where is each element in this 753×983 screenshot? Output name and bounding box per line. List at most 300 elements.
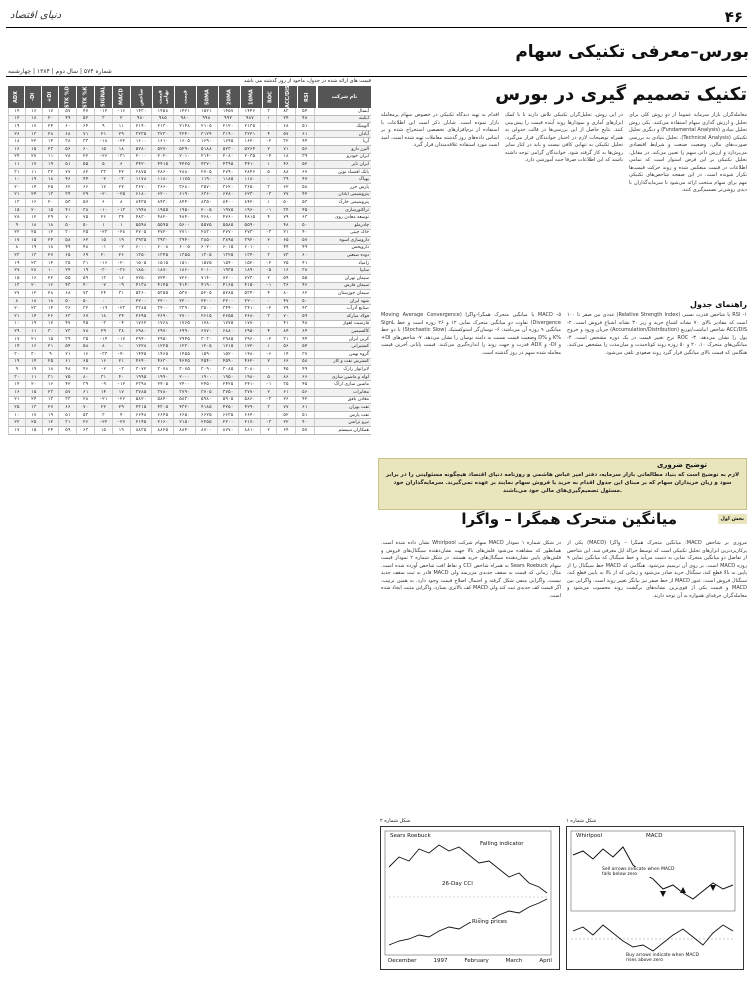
table-cell: ۱۵ (94, 146, 112, 153)
table-cell: ۱۴۳۰ (130, 108, 152, 115)
table-cell: ۸۷۷۰ (217, 427, 239, 434)
table-cell: ۴۱۴۰ (173, 283, 195, 290)
figure1-sell-arrow (680, 887, 686, 893)
table-cell: ۱ (260, 343, 276, 350)
figure2-x-tick: March (505, 958, 523, 964)
table-cell: ۵۷ (76, 199, 94, 206)
table-cell: ۲۰ (94, 252, 112, 259)
table-cell: ۲۰۱۰ (195, 267, 217, 274)
table-cell: ۲۷ (42, 252, 59, 259)
table-cell: ۲۵ (42, 359, 59, 366)
table-cell: ۱۰ (8, 412, 25, 419)
page-number: ۴۶ (724, 8, 743, 26)
table-cell: ۱۶۹۰ (195, 138, 217, 145)
table-cell: ۱۰ (42, 267, 59, 274)
table-cell: ۱۹ (76, 267, 94, 274)
table-column-header: -DI (25, 86, 42, 108)
company-name-cell: توسعه معادن روی (314, 214, 371, 221)
table-cell: ۶۷ (295, 169, 314, 176)
table-column-header: ADX (8, 86, 25, 108)
company-name-cell: ایران تایر (314, 161, 371, 168)
table-cell: ۱۹ (25, 176, 42, 183)
table-cell: ۱۸ (25, 298, 42, 305)
table-cell: ۴۱۵۰ (238, 283, 260, 290)
guide-title: راهنمای جدول (690, 300, 747, 309)
table-cell: ۸ (112, 199, 130, 206)
table-cell: ۲۳ (42, 389, 59, 396)
table-cell: ۴۴۱۰ (238, 161, 260, 168)
table-cell: ۱۵ (42, 336, 59, 343)
company-name-cell: فارسیت اهواز (314, 321, 371, 328)
table-cell: ۶۵ (76, 359, 94, 366)
table-cell: ۸۴۳۵ (130, 199, 152, 206)
table-cell: ۴۱۹۰ (195, 283, 217, 290)
table-cell: ۱۱۸۵ (217, 176, 239, 183)
table-cell: ۱۱ (25, 374, 42, 381)
table-cell: ۲۲ (8, 419, 25, 426)
table-cell: ۱۷ (42, 108, 59, 115)
table-cell: ۲۹۴۵ (173, 336, 195, 343)
table-cell: ۶۹۸۰ (130, 328, 152, 335)
table-cell: ۳۴۴۰ (217, 305, 239, 312)
table-cell: ۱۶ (94, 359, 112, 366)
table-cell: ۵۷ (295, 237, 314, 244)
table-cell: ۳۴۰۰ (151, 305, 173, 312)
table-column-header: SIGNAL (95, 86, 113, 108)
table-cell: ۲۵ (25, 419, 42, 426)
table-row (8, 199, 371, 207)
table-cell: ۸۴ (276, 328, 295, 335)
table-cell: ۲۱۵۰ (173, 419, 195, 426)
table-cell: ۵۴ (295, 108, 314, 115)
table-cell: ۲۸ (42, 290, 59, 297)
company-name-cell: سیمان تهران (314, 275, 371, 282)
table-cell: -۲۳ (112, 305, 130, 312)
table-cell: ۲۷ (8, 267, 25, 274)
part-badge: بخش اول (718, 514, 747, 524)
table-cell: ۴۸۱۵ (238, 214, 260, 221)
table-body (8, 108, 371, 435)
table-cell: ۳۱ (58, 419, 76, 426)
table-cell: ۳ (260, 184, 276, 191)
table-cell: ۵۱ (58, 161, 76, 168)
table-cell: ۴۸ (276, 222, 295, 229)
company-name-cell: پتروشیمی آبادان (314, 192, 371, 199)
table-cell: ۵۳۶۰ (130, 290, 152, 297)
table-cell: ۳۳ (58, 397, 76, 404)
table-cell: ۲۶ (42, 313, 59, 320)
table-cell: ۶۶ (295, 374, 314, 381)
table-cell: ۱۴۵۵ (173, 351, 195, 358)
table-cell: ۱۷ (25, 161, 42, 168)
table-cell: ۵۵۹۰ (238, 222, 260, 229)
technical-indicators-table (8, 78, 371, 976)
table-cell: ۴۱۳۸ (130, 283, 152, 290)
table-cell: ۴۵ (295, 207, 314, 214)
table-cell: ۲۸۷۵ (130, 169, 152, 176)
table-row (8, 237, 371, 245)
table-cell: -۳ (94, 321, 112, 328)
table-cell: ۱۵ (94, 237, 112, 244)
table-cell: ۴۶۸۰ (195, 214, 217, 221)
table-cell: ۱۳۰۵ (195, 252, 217, 259)
table-cell: ۵۱ (58, 412, 76, 419)
table-cell: ۲ (260, 146, 276, 153)
table-cell: -۲۳ (94, 230, 112, 237)
table-cell: ۳۲۳۵ (130, 131, 152, 138)
table-cell: ۱۶۰۰ (130, 138, 152, 145)
table-cell: ۴۸ (295, 321, 314, 328)
table-cell: ۲۰۲۰ (151, 154, 173, 161)
company-name-cell: نیرو ترانس (314, 419, 371, 426)
table-cell: -۱۲ (112, 381, 130, 388)
header-divider (6, 76, 747, 77)
table-cell: ۶۲ (76, 237, 94, 244)
table-cell: ۲۷۰۵ (130, 230, 152, 237)
table-cell: ۴۰ (112, 374, 130, 381)
table-cell: ۴۶۳۰ (151, 359, 173, 366)
table-cell: ۱ (260, 161, 276, 168)
table-cell: ۸۸۳۵ (130, 427, 152, 434)
table-cell: ۵۲ (276, 412, 295, 419)
table-cell: ۵ (94, 161, 112, 168)
table-cell: ۲۳۹۸ (130, 381, 152, 388)
article1-col2: در این روش، تحلیل‌گران تکنیکی تلاش دارند تا با کمک ابزارهای آماری و نمودارها روند آینده قیمت را پیش‌بینی کنند. نتایج حاصل از این بررسی‌ها در قالب جدولی به همراه توضیحات لازم در اختیار خوانندگان قرار می‌گیرد. تحلیل تکنیکی به تنهایی کافی نیست و باید در کنار سایر روش‌ها به کار گرفته شود. خوانندگان گرامی توجه داشته باشند که این اطلاعات صرفا جنبه آموزشی دارد. (505, 112, 623, 163)
table-cell: ۳۱ (76, 260, 94, 267)
table-cell: ۷۱ (276, 146, 295, 153)
table-cell: ۲۴ (8, 154, 25, 161)
table-cell: ۱۷۶۸ (151, 321, 173, 328)
table-cell: ۱۴ (42, 138, 59, 145)
table-cell: ۸۶ (276, 374, 295, 381)
table-cell: ۳۰۸۵ (217, 366, 239, 373)
company-name-cell: آبادان (314, 131, 371, 138)
table-cell: ۲۱ (42, 343, 59, 350)
table-column-header: STK %D (59, 86, 77, 108)
table-cell: ۹۹۲ (217, 116, 239, 123)
table-cell: -۹ (112, 283, 130, 290)
table-cell: ۲۷ (25, 154, 42, 161)
table-cell: ۳۷۰۵ (195, 389, 217, 396)
table-cell: ۴۵ (276, 366, 295, 373)
table-cell: ۱۲۲۰ (238, 343, 260, 350)
table-cell: ۳۳۹۰ (173, 305, 195, 312)
table-cell: ۱۸ (42, 176, 59, 183)
table-cell: ۲۴۰۵ (151, 381, 173, 388)
table-cell: ۲۹۸۵ (217, 336, 239, 343)
table-cell: ۳۰ (8, 374, 25, 381)
table-cell: -۱ (260, 381, 276, 388)
table-cell: ۴۴ (276, 245, 295, 252)
table-cell: ۴۴۱۵ (151, 161, 173, 168)
table-cell: ۶۶ (58, 404, 76, 411)
table-cell: ۲۱ (25, 336, 42, 343)
table-cell: ۱۱ (25, 328, 42, 335)
table-row (8, 138, 371, 146)
table-cell: ۵۳۵۵ (151, 290, 173, 297)
table-cell: ۵۲۸۵ (217, 290, 239, 297)
table-cell: ۶۳ (76, 427, 94, 434)
table-cell: ۷۰ (58, 214, 76, 221)
figure2-x-tick: February (464, 958, 489, 964)
table-cell: ۲۹ (276, 305, 295, 312)
table-cell: ۱۲ (8, 116, 25, 123)
table-cell: ۴ (260, 214, 276, 221)
table-cell: -۲۶ (94, 154, 112, 161)
figure2-chart (380, 826, 560, 970)
figure1-macd-line (573, 925, 733, 951)
table-cell: ۱۶ (76, 351, 94, 358)
table-cell: ۱۴ (276, 351, 295, 358)
figure2-x-tick: 1997 (433, 958, 448, 964)
table-cell: ۳۸۹۵ (217, 237, 239, 244)
table-cell: -۱۶ (94, 260, 112, 267)
table-cell: ۲۱ (8, 397, 25, 404)
table-cell: -۴۰ (112, 351, 130, 358)
table-cell: ۶۰۲۰ (195, 245, 217, 252)
table-cell: ۳ (94, 116, 112, 123)
figure2-rising-label: Rising prices (472, 919, 508, 925)
table-cell: ۵۲۰۵ (195, 290, 217, 297)
table-cell: ۶۰۱۵ (217, 245, 239, 252)
table-cell: ۳۹۲۰ (238, 237, 260, 244)
table-cell: ۱۹ (8, 260, 25, 267)
table-cell: -۱ (260, 283, 276, 290)
table-cell: ۴۶ (276, 161, 295, 168)
table-cell: -۳۳ (94, 351, 112, 358)
table-cell: ۵۰ (295, 222, 314, 229)
table-cell: ۰ (260, 123, 276, 130)
table-cell: ۱۷ (94, 184, 112, 191)
table-row (8, 328, 371, 336)
table-cell: ۸۳۵۰ (195, 199, 217, 206)
table-cell: ۱۳ (8, 199, 25, 206)
table-cell: ۲۶۹۵ (130, 313, 152, 320)
table-cell: ۲۲۰۰ (217, 298, 239, 305)
company-name-cell: صنایع آذرآب (314, 305, 371, 312)
table-cell: ۱۳۴۵ (151, 252, 173, 259)
table-cell: ۴ (260, 131, 276, 138)
table-column-header: قیمت نهایی (153, 86, 175, 108)
table-row (8, 404, 371, 412)
table-cell: ۴۰ (295, 230, 314, 237)
table-cell: ۴۸ (76, 245, 94, 252)
table-cell: ۴۳ (295, 305, 314, 312)
table-column-header: قیمت (175, 86, 197, 108)
article1-title: تکنیک تصمیم گیری در بورس (495, 84, 747, 105)
table-cell: ۱۳۵۵ (173, 252, 195, 259)
table-cell: ۵۸۴۰ (151, 397, 173, 404)
table-cell: ۴۵ (76, 321, 94, 328)
table-column-header: 10MA (241, 86, 263, 108)
table-cell: ۳۹۳۵ (130, 237, 152, 244)
table-cell: ۵۷ (295, 427, 314, 434)
table-cell: -۳ (112, 366, 130, 373)
table-cell: ۲۸ (58, 154, 76, 161)
table-cell: ۶۶۴۵ (151, 412, 173, 419)
table-cell: ۱۱۸۰ (238, 176, 260, 183)
table-cell: ۲۰۰۵ (195, 207, 217, 214)
table-cell: ۳۲ (276, 138, 295, 145)
table-cell: ۵۰ (76, 298, 94, 305)
table-cell: ۱۱۹۰ (195, 176, 217, 183)
table-cell: ۲۱۳۰ (151, 123, 173, 130)
table-cell: ۱۸ (8, 138, 25, 145)
table-cell: ۸۸۲۵ (151, 427, 173, 434)
table-cell: ۲۴۰۰ (173, 381, 195, 388)
table-cell: ۲۶۹۰ (151, 313, 173, 320)
table-cell: ۱۷۷۵ (217, 321, 239, 328)
table-cell: ۵۵۹۸ (130, 222, 152, 229)
table-cell: ۵۹ (295, 313, 314, 320)
table-header (8, 86, 371, 108)
table-cell: ۱۹۵۰ (173, 207, 195, 214)
table-cell: ۶۱۸۰ (130, 192, 152, 199)
article1-col1: معامله‌گران بازار سرمایه عموما از دو روش کلی برای تحلیل و ارزش گذاری سهام استفاده می‌کنند. یکی روش تحلیل بنیادی (Fundamental Analysis) و دیگری تحلیل تکنیکی (Technical Analysis). تحلیل بنیادی به بررسی صورت‌های مالی، وضعیت صنعت و شرایط اقتصادی می‌پردازد و ارزش ذاتی سهم را تعیین می‌کند. در مقابل، تحلیل تکنیکی بر این فرض استوار است که تمامی اطلاعات در قیمت منعکس شده و روند حرکت قیمت‌ها تکرار شونده است. در این صفحه شاخص‌های تکنیکی مهم برای سهام منتخب ارائه می‌شود تا سرمایه‌گذاران با دیدی روشن‌تر تصمیم‌گیری کنند. (629, 112, 747, 193)
table-cell: ۴۱۶۵ (217, 283, 239, 290)
table-cell: ۴۱۸۵ (195, 404, 217, 411)
table-cell: ۱۸ (25, 116, 42, 123)
company-name-cell: آریا (314, 138, 371, 145)
table-cell: ۷۹ (276, 214, 295, 221)
table-cell: ۶۶ (276, 359, 295, 366)
table-cell: ۲۹ (42, 214, 59, 221)
table-cell: ۷۳ (76, 290, 94, 297)
table-cell: ۱۱ (8, 161, 25, 168)
table-cell: -۲۲ (94, 419, 112, 426)
table-cell: -۲۷ (112, 419, 130, 426)
table-cell: ۷۲۶۰ (173, 275, 195, 282)
table-cell: ۴۳۱۵ (130, 404, 152, 411)
table-row (8, 230, 371, 238)
table-cell: ۲۲۰۰ (195, 298, 217, 305)
table-cell: ۵۱۸۸ (195, 146, 217, 153)
table-cell: ۱۳۲۵ (217, 252, 239, 259)
table-cell: ۳ (260, 108, 276, 115)
table-cell: -۲ (94, 366, 112, 373)
table-cell: ۱۶ (112, 275, 130, 282)
table-cell: ۷۲۳۰ (238, 275, 260, 282)
table-cell: ۳۹۳۰ (151, 237, 173, 244)
table-cell: ۱۹۷۵ (217, 207, 239, 214)
figure2-x-tick: December (388, 958, 417, 964)
table-cell: ۴۰ (76, 283, 94, 290)
table-cell: ۲۳ (25, 260, 42, 267)
table-cell: ۲۰۱۰ (173, 154, 195, 161)
table-cell: -۱۶ (112, 108, 130, 115)
table-cell: ۲۶۱۵ (195, 313, 217, 320)
table-cell: ۶۶۵۰ (173, 412, 195, 419)
table-cell: ۸۴۲۰ (238, 199, 260, 206)
table-cell: ۷۷ (276, 404, 295, 411)
table-cell: ۷۳ (276, 252, 295, 259)
table-cell: -۱ (260, 207, 276, 214)
table-cell: ۲۵ (42, 184, 59, 191)
table-cell: ۲۲۰۰ (238, 298, 260, 305)
table-cell: ۰ (260, 412, 276, 419)
table-cell: ۴۴ (295, 138, 314, 145)
company-name-cell: چادرملو (314, 222, 371, 229)
table-cell: ۱۴ (8, 381, 25, 388)
table-cell: ۱۳ (25, 252, 42, 259)
table-cell: -۱۰ (94, 207, 112, 214)
table-cell: ۲۶ (112, 252, 130, 259)
table-cell: -۲ (260, 260, 276, 267)
table-cell: ۳۲۲۱ (238, 131, 260, 138)
table-cell: ۱۸ (25, 222, 42, 229)
table-cell: ۲۹ (76, 192, 94, 199)
table-cell: ۷۳ (58, 328, 76, 335)
article2-col2: در شکل شماره ۱ نمودار MACD سهام شرکت Whirlpool نشان داده شده است. همانطور که مشاهده می‌شود فلش‌های بالا جهت نشان‌دهنده سیگنال‌های فروش و فلش‌های پایین نشان‌دهنده سیگنال‌های خرید هستند. در شکل شماره ۲ نمودار قیمت سهام Sears Roebuck به همراه شاخص CCI و نقاط افت شاخص آورده شده است. مثال: زمانی که قیمت به سقف جدیدی می‌رسد ولی MACD قادر به ثبت سقف جدید نیست، واگرایی منفی شکل گرفته و احتمال اصلاح قیمت وجود دارد. به همین ترتیب، اگر قیمت کف جدیدی ثبت کند ولی MACD کف بالاتری بسازد، واگرایی مثبت ایجاد شده است. (381, 540, 561, 599)
table-cell: ۴۸ (58, 366, 76, 373)
table-cell: ۷۱۴۰ (195, 275, 217, 282)
table-cell: ۶۱ (58, 359, 76, 366)
table-cell: ۶۷۷۰ (195, 328, 217, 335)
table-cell: ۱۸ (94, 313, 112, 320)
table-cell: ۱۹۵۰ (217, 374, 239, 381)
company-name-cell: نفت بهران (314, 404, 371, 411)
table-row (8, 351, 371, 359)
table-cell: ۶۰ (76, 146, 94, 153)
table-column-header: ROC (263, 86, 279, 108)
table-cell: ۳۱ (8, 169, 25, 176)
table-cell: ۳۲ (76, 305, 94, 312)
table-cell: ۴۸۳۰ (130, 214, 152, 221)
table-cell: ۲۲ (112, 184, 130, 191)
table-cell: ۴۳۷۰ (195, 161, 217, 168)
table-row (8, 192, 371, 200)
table-cell: ۲۸۸۰ (173, 169, 195, 176)
table-cell: ۱۵۴۰ (217, 260, 239, 267)
table-cell: ۲۲۰۰ (130, 298, 152, 305)
table-cell: ۱۹ (8, 123, 25, 130)
table-cell: ۳ (260, 313, 276, 320)
table-cell: ۱۵ (42, 207, 59, 214)
table-cell: ۳۰۷۵ (173, 366, 195, 373)
table-cell: ۳۶۵۰ (238, 184, 260, 191)
table-cell: ۱۴ (42, 305, 59, 312)
table-cell: ۲۲ (42, 275, 59, 282)
table-cell: -۳ (260, 192, 276, 199)
table-cell: -۱۴ (94, 336, 112, 343)
table-cell: ۱۹ (25, 245, 42, 252)
section-title: بورس–معرفی تکنیکی سهام (515, 42, 749, 62)
table-cell: ۲۵ (76, 230, 94, 237)
table-cell: ۲۱ (94, 131, 112, 138)
table-cell: ۲۳ (25, 305, 42, 312)
table-cell: ۰ (94, 298, 112, 305)
company-name-cell: سایپا (314, 267, 371, 274)
table-cell: ۶۱ (295, 404, 314, 411)
table-cell: ۵۲۹۰ (173, 146, 195, 153)
table-cell: ۱۳ (94, 275, 112, 282)
table-cell: ۳۶۸۰ (173, 184, 195, 191)
table-cell: ۳۸ (58, 138, 76, 145)
table-cell: ۳۲ (42, 169, 59, 176)
table-cell: -۴ (260, 154, 276, 161)
table-cell: ۳۹ (58, 336, 76, 343)
table-row (8, 222, 371, 230)
table-cell: ۴۶ (76, 366, 94, 373)
figure2-price-line (389, 899, 547, 945)
table-cell: ۸ (8, 245, 25, 252)
table-cell: ۲۶ (76, 419, 94, 426)
table-cell: ۳۸ (112, 328, 130, 335)
table-cell: ۱۵ (8, 275, 25, 282)
table-cell: ۱۹۴۸ (130, 207, 152, 214)
table-column-header: 50MA (197, 86, 219, 108)
table-column-header: ACC/DIS (279, 86, 298, 108)
